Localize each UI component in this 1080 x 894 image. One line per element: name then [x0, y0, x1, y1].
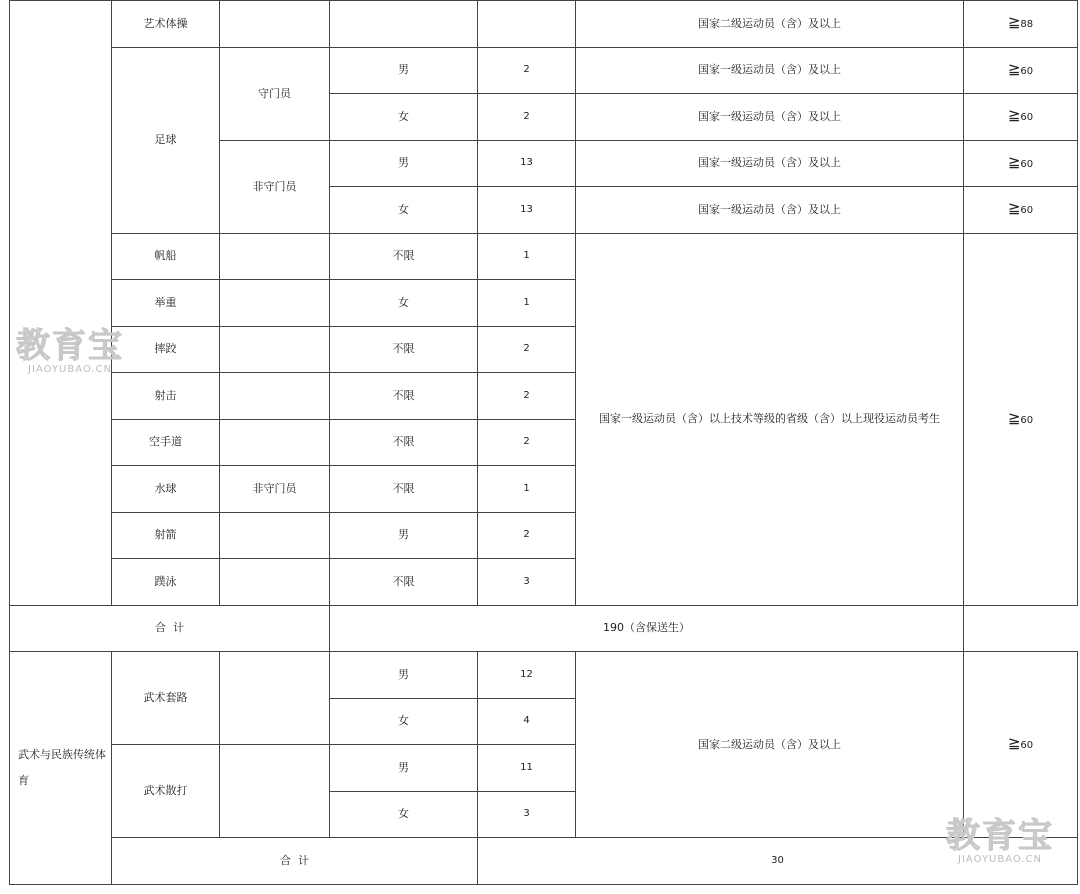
role-cell: [220, 745, 330, 838]
subtotal-value: 190（含保送生）: [330, 605, 964, 652]
ge-symbol: ≧: [1007, 13, 1021, 32]
requirement-cell: 国家一级运动员（含）及以上: [576, 47, 964, 94]
subtotal-row: [10, 838, 1078, 885]
table-row: [10, 1, 1078, 48]
score-cell: ≧60: [964, 47, 1078, 94]
role-cell: [220, 1, 330, 48]
count-cell: 1: [478, 233, 576, 280]
requirement-cell: 国家一级运动员（含）及以上: [576, 94, 964, 141]
gender-cell: 不限: [330, 326, 478, 373]
gender-cell: 女: [330, 187, 478, 234]
requirement-cell: 国家二级运动员（含）及以上: [576, 652, 964, 838]
sport-cell: 空手道: [112, 419, 220, 466]
count-cell: 11: [478, 745, 576, 792]
gender-cell: 女: [330, 94, 478, 141]
count-cell: 3: [478, 559, 576, 606]
score-cell: ≧88: [964, 1, 1078, 48]
count-cell: 2: [478, 47, 576, 94]
requirement-cell: 国家一级运动员（含）及以上: [576, 187, 964, 234]
score-cell: ≧60: [964, 140, 1078, 187]
gender-cell: 不限: [330, 559, 478, 606]
table-row: [10, 233, 1078, 280]
score-cell: ≧60: [964, 652, 1078, 838]
count-cell: 13: [478, 187, 576, 234]
table-row: [10, 652, 1078, 699]
sport-cell: 武术套路: [112, 652, 220, 745]
sport-cell: 足球: [112, 47, 220, 233]
subtotal-value: 30: [478, 838, 1078, 885]
subtotal-row: [10, 605, 1078, 652]
gender-cell: 男: [330, 745, 478, 792]
gender-cell: 女: [330, 698, 478, 745]
count-cell: 2: [478, 373, 576, 420]
count-cell: 2: [478, 326, 576, 373]
gender-cell: 不限: [330, 466, 478, 513]
role-cell: [220, 419, 330, 466]
category-cell-blank: [10, 1, 112, 606]
count-cell: 12: [478, 652, 576, 699]
watermark-logo: 教育宝 JIAOYUBAO.CN: [946, 816, 1054, 865]
gender-cell: 不限: [330, 373, 478, 420]
gender-cell: 不限: [330, 419, 478, 466]
count-cell: 1: [478, 280, 576, 327]
sport-cell: 举重: [112, 280, 220, 327]
role-cell: [220, 559, 330, 606]
gender-cell: 女: [330, 280, 478, 327]
gender-cell: 男: [330, 140, 478, 187]
sport-cell: 摔跤: [112, 326, 220, 373]
sport-cell: 武术散打: [112, 745, 220, 838]
gender-cell: 女: [330, 791, 478, 838]
role-cell: [220, 373, 330, 420]
admissions-table: [9, 0, 1078, 885]
count-cell: 3: [478, 791, 576, 838]
count-cell: 2: [478, 94, 576, 141]
sport-cell: 帆船: [112, 233, 220, 280]
role-cell: 守门员: [220, 47, 330, 140]
score-cell: ≧60: [964, 233, 1078, 605]
count-cell: 1: [478, 466, 576, 513]
subtotal-label: 合 计: [10, 605, 330, 652]
score-cell: ≧60: [964, 94, 1078, 141]
count-cell: 4: [478, 698, 576, 745]
sport-cell: 射击: [112, 373, 220, 420]
role-cell: [220, 233, 330, 280]
role-cell: [220, 652, 330, 745]
sport-cell: 蹼泳: [112, 559, 220, 606]
count-cell: 13: [478, 140, 576, 187]
gender-cell: 男: [330, 47, 478, 94]
requirement-cell: 国家一级运动员（含）及以上: [576, 140, 964, 187]
sport-cell: 水球: [112, 466, 220, 513]
gender-cell: 不限: [330, 233, 478, 280]
gender-cell: 男: [330, 652, 478, 699]
subtotal-label: 合 计: [112, 838, 478, 885]
role-cell: [220, 512, 330, 559]
sport-cell: 射箭: [112, 512, 220, 559]
role-cell: 非守门员: [220, 140, 330, 233]
watermark-logo: 教育宝 JIAOYUBAO.CN: [16, 326, 124, 375]
count-cell: 2: [478, 512, 576, 559]
gender-cell: [330, 1, 478, 48]
role-cell: [220, 280, 330, 327]
count-cell: 2: [478, 419, 576, 466]
requirement-cell: 国家二级运动员（含）及以上: [576, 1, 964, 48]
category-cell: 武术与民族传统体育: [10, 652, 112, 885]
gender-cell: 男: [330, 512, 478, 559]
score-cell: ≧60: [964, 187, 1078, 234]
role-cell: 非守门员: [220, 466, 330, 513]
role-cell: [220, 326, 330, 373]
requirement-cell: 国家一级运动员（含）以上技术等级的省级（含）以上现役运动员考生: [576, 233, 964, 605]
count-cell: [478, 1, 576, 48]
table-row: [10, 47, 1078, 94]
sport-cell: 艺术体操: [112, 1, 220, 48]
